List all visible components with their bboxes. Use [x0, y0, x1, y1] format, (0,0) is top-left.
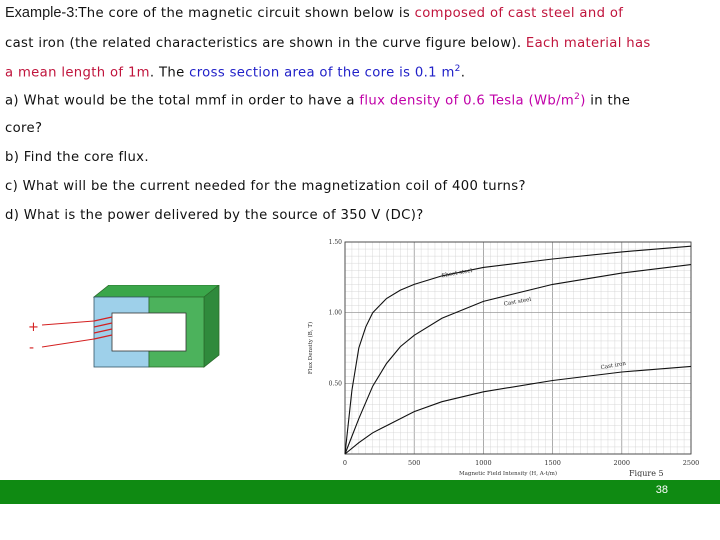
question-d: d) What is the power delivered by the source of 350 V (DC)? — [5, 208, 424, 223]
x-tick-label: 1500 — [544, 459, 561, 467]
core-depth-top — [94, 285, 219, 297]
page-number: 38 — [655, 484, 668, 496]
footer-bar — [0, 480, 720, 504]
highlight-flux-density: flux density of 0.6 Tesla (Wb/m — [359, 93, 575, 109]
highlight-area: cross section area of the core is 0.1 m — [189, 65, 455, 81]
problem-line-3 — [5, 64, 465, 80]
problem-line-1 — [5, 5, 623, 21]
highlight-flux-close: ) — [580, 93, 586, 109]
x-tick-label: 500 — [407, 459, 421, 467]
x-axis-label: Magnetic Field Intensity (H, A-t/m) — [459, 471, 557, 477]
lead-plus — [42, 321, 94, 325]
text-run: in the — [585, 93, 631, 109]
core-depth-right — [204, 285, 219, 367]
problem-line-5: core? — [5, 121, 43, 136]
terminal-plus: + — [28, 320, 39, 335]
problem-line-2 — [5, 36, 651, 51]
x-tick-label: 2000 — [613, 459, 631, 467]
flux-exponent: 2 — [574, 92, 581, 102]
terminal-minus: - — [29, 340, 35, 356]
highlight-materials: composed of cast steel and of — [414, 6, 624, 21]
text-run: . — [460, 65, 466, 81]
lead-minus — [42, 339, 94, 347]
series-label: Cast steel — [503, 296, 532, 308]
text-run: a) What would be the total mmf in order to have a — [5, 93, 360, 109]
y-axis-label: Flux Density (B, T) — [308, 321, 314, 375]
text-run: . The — [149, 65, 190, 81]
series-label: Sheet steel — [441, 267, 473, 280]
question-c: c) What will be the current needed for the magnetization coil of 400 turns? — [5, 179, 526, 194]
problem-line-4 — [5, 92, 630, 108]
area-exponent: 2 — [454, 64, 461, 74]
highlight-mean-length: a mean length of 1m — [5, 65, 150, 81]
y-tick-label: 1.50 — [328, 239, 342, 246]
x-tick-label: 2500 — [682, 459, 700, 467]
x-tick-label: 1000 — [475, 459, 492, 467]
figure-label: Figure 5 — [629, 469, 664, 477]
bh-curve-chart — [298, 225, 712, 477]
y-tick-label: 1.00 — [328, 309, 342, 317]
x-tick-label: 0 — [342, 459, 348, 467]
magnetic-core-diagram — [24, 285, 224, 395]
highlight-length: Each material has — [525, 36, 651, 51]
text-run: The core of the magnetic circuit shown below is — [78, 6, 415, 21]
example-title: Example-3: — [5, 5, 79, 21]
y-tick-label: 0.50 — [328, 380, 342, 388]
question-b: b) Find the core flux. — [5, 150, 149, 165]
series-label: Cast iron — [600, 360, 627, 372]
text-run: cast iron (the related characteristics are shown in the curve figure below). — [5, 36, 526, 51]
core-window — [112, 313, 186, 351]
